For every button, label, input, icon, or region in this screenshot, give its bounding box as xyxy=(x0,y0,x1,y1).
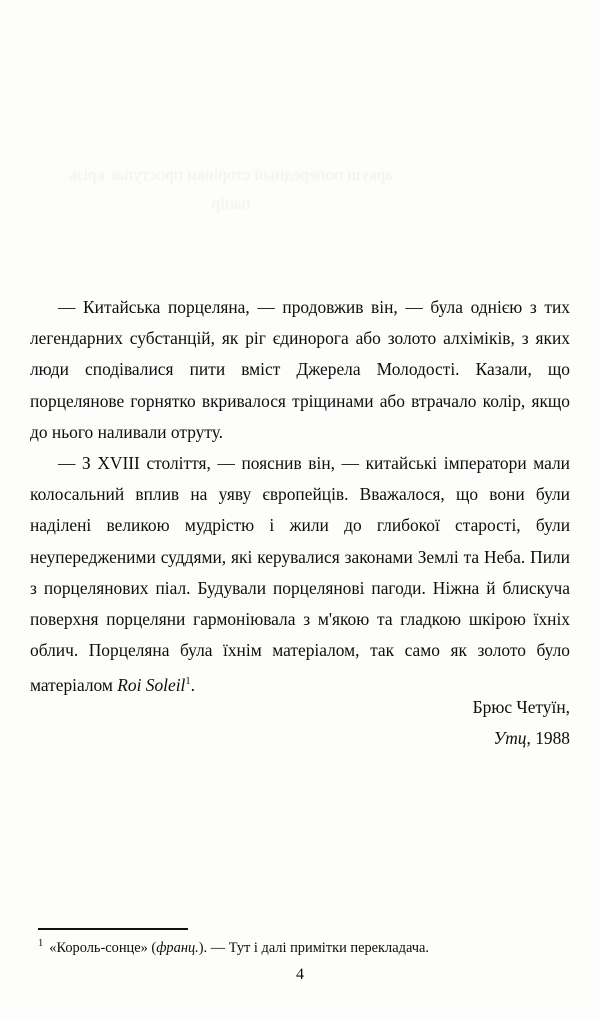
footnote-separator-rule xyxy=(38,928,188,930)
footnote-text-after: ). — Тут і далі примітки перекладача. xyxy=(198,939,429,956)
paragraph-1: — Китайська порцеляна, — продовжив він, — була однією з тих легендарних субстанцій, як ріг єдинорога або золото алхіміків, з яких люди сподівалися пити вміст Джерела Молодості. Казали, що порцелянове горнятко вкривалося тріщинами або втрачало колір, якщо до нього наливали отруту. xyxy=(30,297,570,442)
footnote-language-abbr: франц. xyxy=(156,939,199,956)
footnote-text-before: «Король-сонце» ( xyxy=(49,939,157,956)
bleed-through-text: аркуш попередньої сторінки проступає крізь папір xyxy=(68,165,394,213)
attribution-work-line xyxy=(30,723,570,754)
quote-attribution xyxy=(30,692,570,754)
footnote-marker: 1 xyxy=(38,938,44,949)
body-text-block xyxy=(30,292,570,701)
attribution-work-title: Утц xyxy=(493,728,527,749)
paragraph-2 xyxy=(30,448,570,701)
footnote xyxy=(38,934,570,958)
paragraph-2-italic-term: Roi Soleil xyxy=(117,675,186,696)
footnote-reference: 1 xyxy=(185,676,191,688)
attribution-author: Брюс Четуїн, xyxy=(472,697,570,717)
paragraph-2-end: . xyxy=(190,675,195,696)
attribution-year: , 1988 xyxy=(526,728,570,749)
page-number: 4 xyxy=(296,966,304,983)
paragraph-2-text: — З XVIII століття, — пояснив він, — китайські імператори мали колосальний вплив на уяву європейців. Вважалося, що вони були наділені великою мудрістю і жили до глибокої старості, були неупередженими суддями, які керувалися законами Землі та Неба. Пили з порцелянових піал. Будували порцелянові пагоди. Ніжна й блискуча поверхня порцеляни гармоніювала з м'якою та гладкою шкірою їхніх облич. Порцеляна була їхнім матеріалом, так само як золото було матеріалом xyxy=(30,453,570,696)
